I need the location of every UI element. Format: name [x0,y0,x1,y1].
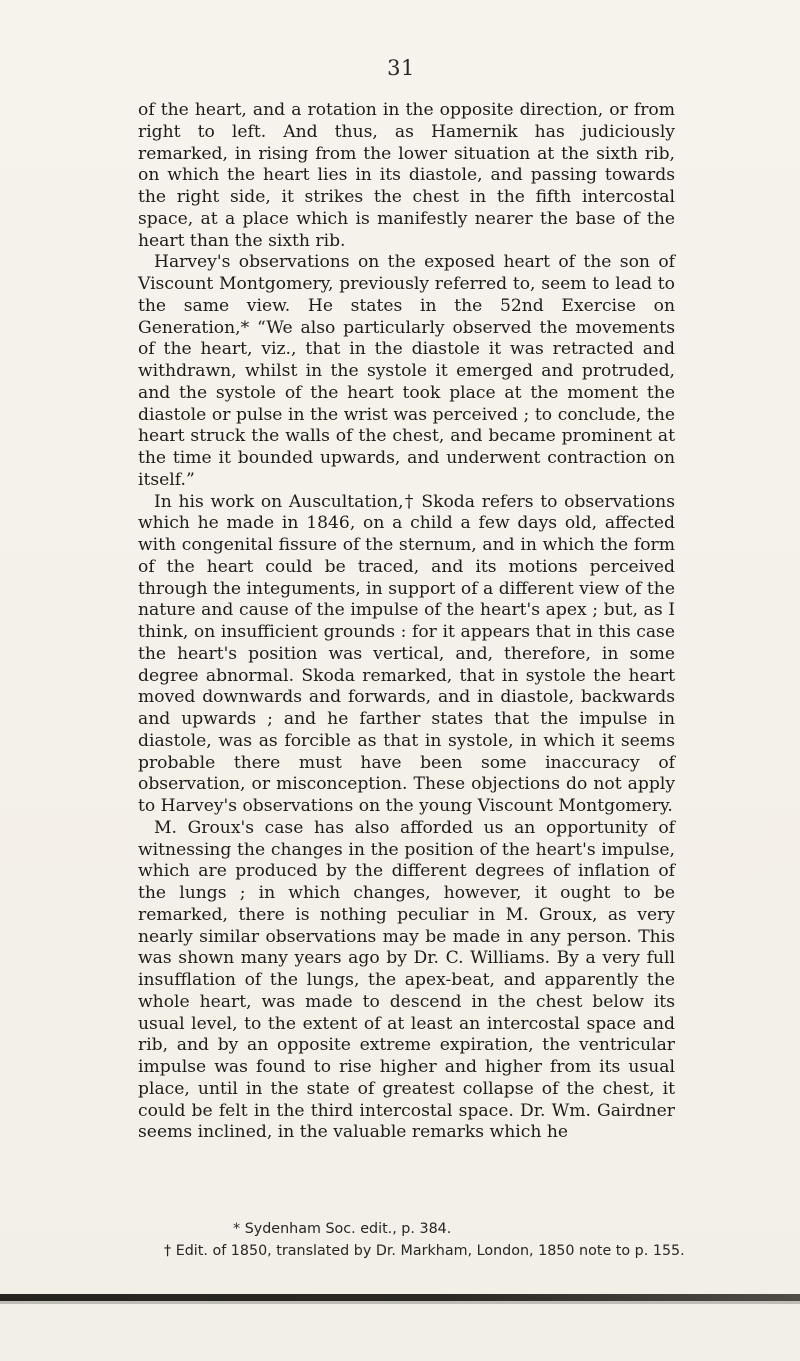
paragraph-continuation: of the heart, and a rotation in the opposite direction, or from right to left. And thus, as Hamernik has judiciously remarked, in rising from the lower situation at the sixth rib, on which the heart lies in its diastole, and passing towards the right side, it strikes the chest in the fifth intercostal space, at a place which is manifestly nearer the base of the heart than the sixth rib. [138,100,675,251]
footnote-sydenham: * Sydenham Soc. edit., p. 384. [233,1221,452,1237]
body-text [138,100,675,1144]
footnotes [164,1218,684,1262]
paragraph-harvey-observations: Harvey's observations on the exposed heart of the son of Viscount Montgomery, previously referred to, seem to lead to the same view. He states in the 52nd Exercise on Generation,* “We also particularly observed the movements of the heart, viz., that in the diastole it was retracted and withdrawn, whilst in the systole it emerged and protruded, and the systole of the heart took place at the moment the diastole or pulse in the wrist was perceived ; to conclude, the heart struck the walls of the chest, and became prominent at the time it bounded upwards, and underwent contraction on itself.” [138,252,675,490]
page-bottom-edge [0,1294,800,1301]
footnote-skoda-edition: † Edit. of 1850, translated by Dr. Markham, London, 1850 note to p. 155. [164,1243,685,1259]
paragraph-skoda-auscultation: In his work on Auscultation,† Skoda refers to observations which he made in 1846, on a child a few days old, affected with congenital fissure of the sternum, and in which the form of the heart could be traced, and its motions perceived through the integuments, in support of a different view of the nature and cause of the impulse of the heart's apex ; but, as I think, on insufficient grounds : for it appears that in this case the heart's position was vertical, and, therefore, in some degree abnormal. Skoda remarked, that in systole the heart moved downwards and forwards, and in diastole, backwards and upwards ; and he farther states that the impulse in diastole, was as forcible as that in systole, in which it seems probable there must have been some inaccuracy of observation, or misconception. These objections do not apply to Harvey's observations on the young Viscount Montgomery. [138,491,675,816]
paragraph-groux-case: M. Groux's case has also afforded us an opportunity of witnessing the changes in the position of the heart's impulse, which are produced by the different degrees of inflation of the lungs ; in which changes, however, it ought to be remarked, there is nothing peculiar in M. Groux, as very nearly similar observations may be made in any person. This was shown many years ago by Dr. C. Williams. By a very full insufflation of the lungs, the apex-beat, and apparently the whole heart, was made to descend in the chest below its usual level, to the extent of at least an intercostal space and rib, and by an opposite extreme expiration, the ventricular impulse was found to rise higher and higher from its usual place, until in the state of greatest collapse of the chest, it could be felt in the third intercostal space. Dr. Wm. Gairdner seems inclined, in the valuable remarks which he [138,817,675,1143]
page-number: 31 [387,56,415,80]
